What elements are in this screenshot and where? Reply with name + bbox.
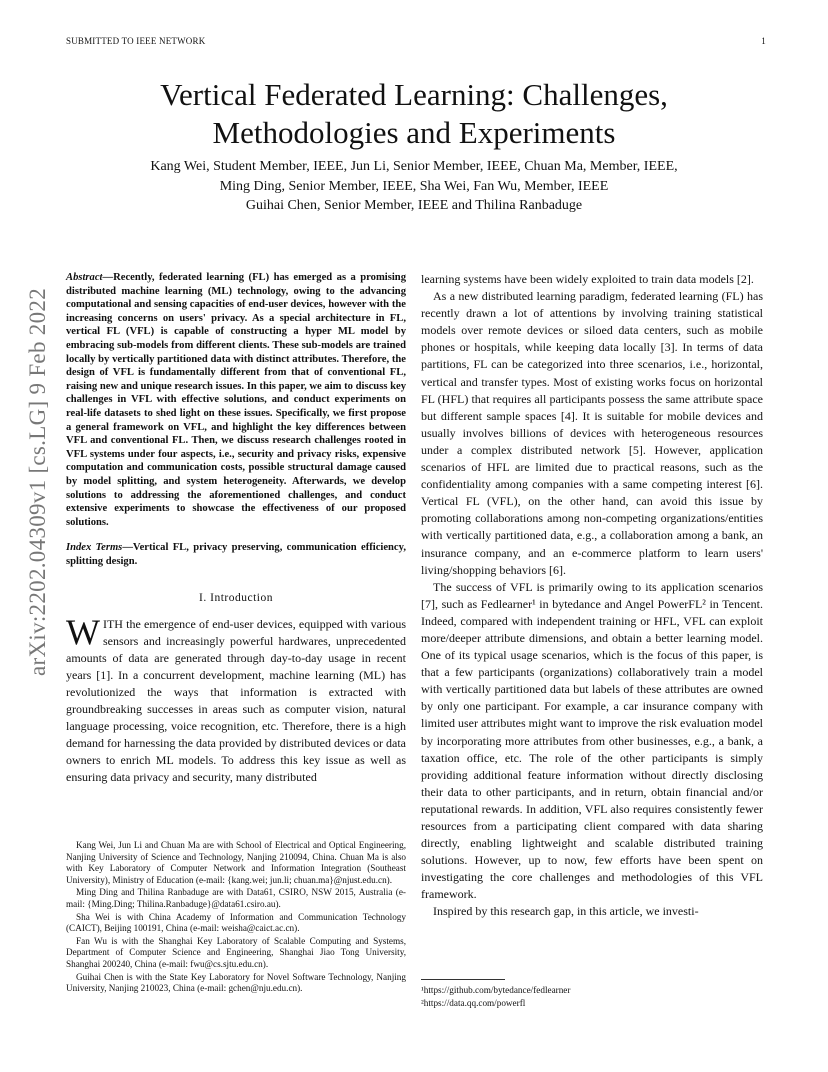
- page-number: 1: [761, 36, 766, 46]
- running-header: SUBMITTED TO IEEE NETWORK: [66, 36, 206, 46]
- intro-paragraph: [66, 611, 406, 787]
- index-terms-lead: Index Terms: [66, 542, 123, 554]
- section-heading-introduction: I. Introduction: [199, 592, 273, 605]
- footnote-divider: [421, 979, 505, 980]
- arxiv-stamp: arXiv:2202.04309v1 [cs.LG] 9 Feb 2022: [25, 288, 50, 676]
- footnote-item: Guihai Chen is with the State Key Laboratory for Novel Software Technology, Nanjing University, Nanjing 210023, China (e-mail: gchen@nju.edu.cn).: [66, 971, 406, 994]
- author-line-2: Ming Ding, Senior Member, IEEE, Sha Wei, Fan Wu, Member, IEEE: [219, 178, 609, 194]
- left-column: [66, 271, 406, 787]
- footnote-item: Fan Wu is with the Shanghai Key Laboratory of Scalable Computing and Systems, Department of Computer Science and Engineering, Shanghai Jiao Tong University, Shanghai 200240, China (e-mail: fwu@cs.sjtu.edu.cn).: [66, 935, 406, 969]
- footnote-item: Sha Wei is with China Academy of Information and Communication Technology (CAICT), Beijing 100191, China (e-mail: weisha@caict.ac.cn).: [66, 911, 406, 934]
- footnote-item: Ming Ding and Thilina Ranbaduge are with Data61, CSIRO, NSW 2015, Australia (e-mail: {Ming.Ding; Thilina.Ranbaduge}@data61.csiro.au).: [66, 887, 406, 909]
- right-paragraph-3: Inspired by this research gap, in this article, we investi-: [433, 904, 699, 919]
- right-column: [421, 271, 763, 921]
- drop-cap: W: [66, 611, 100, 652]
- title-line-2: Methodologies and Experiments: [212, 115, 616, 150]
- url-footnote-fedlearner[interactable]: ¹https://github.com/bytedance/fedlearner: [421, 985, 571, 995]
- affiliation-footnotes: [66, 840, 406, 996]
- author-list: [60, 157, 768, 216]
- abstract-text: —Recently, federated learning (FL) has emerged as a promising distributed machine learning (ML) technology, owing to the advancing computational and sensing capacities of end-user devices, however with the increasing concerns on users' privacy. As a special architecture in FL, vertical FL (VFL) is capable of constructing a hyper ML model by embracing sub-models from different clients. These sub-models are trained locally by vertically partitioned data with distinct attributes. Therefore, the design of VFL is fundamentally different from that of conventional FL, raising new and unique research issues. In this paper, we aim to discuss key challenges in VFL with effective solutions, and conduct experiments on real-life datasets to shed light on these issues. Specifically, we first propose a general framework on VFL, and highlight the key differences between VFL and conventional FL. Then, we discuss research challenges rooted in VFL systems under four aspects, i.e., security and privacy risks, expensive computation and communication costs, possible structural damage caused by model splitting, and system heterogeneity. Afterwards, we develop solutions to addressing the aforementioned challenges, and conduct extensive experiments to showcase the effectiveness of our proposed solutions.: [66, 272, 406, 528]
- url-footnotes: [421, 984, 570, 1010]
- index-terms: [66, 541, 406, 568]
- paper-title: [60, 76, 768, 152]
- title-line-1: Vertical Federated Learning: Challenges,: [160, 77, 668, 112]
- intro-paragraph-text: ITH the emergence of end-user devices, equipped with various sensors and increasingly powerful hardwares, unprecedented amounts of data are generated through day-to-day usage in recent years [1]. In a concurrent development, machine learning (ML) has revolutionized the ways that information is extracted with groundbreaking successes in areas such as computer vision, natural language processing, voice recognition, etc. Therefore, there is a high demand for harnessing the data provided by distributed devices or data owners to enrich ML models. To address this key issue as well as ensuring data privacy and security, many distributed: [66, 616, 406, 785]
- abstract-lead: Abstract: [66, 272, 103, 283]
- author-line-3: Guihai Chen, Senior Member, IEEE and Thilina Ranbaduge: [245, 198, 583, 213]
- right-paragraph-1: As a new distributed learning paradigm, federated learning (FL) has recently drawn a lot of attentions by involving training statistical models over remote devices or siloed data centers, such as mobile phones or hospitals, while keeping data locally [3]. In terms of data partitions, FL can be categorized into three scenarios, i.e., horizontal, vertical and transfer types. Most of existing works focus on horizontal FL (HFL) that requires all participants possess the same attribute space but different sample spaces [4]. It is suitable for mobile devices and usually involves billions of devices with heterogeneous resources under a complex distributed network [5]. However, application scenarios of HFL are limited due to practical reasons, such as the confidentiality among companies with a same competing interest [6]. Vertical FL (VFL), on the other hand, can avoid this issue by promoting collaborations among non-competing organizations/entities with vertically partitioned data, e.g., a collaboration among a bank, an insurance company, and an e-commerce platform to learn users' living/shopping behaviors [6].: [421, 289, 763, 577]
- author-line-1: Kang Wei, Student Member, IEEE, Jun Li, Senior Member, IEEE, Chuan Ma, Member, IEEE,: [150, 159, 678, 174]
- index-terms-text: —Vertical FL, privacy preserving, communication efficiency, splitting design.: [66, 542, 406, 567]
- right-paragraph-0: learning systems have been widely exploited to train data models [2].: [421, 272, 754, 286]
- footnote-item: Kang Wei, Jun Li and Chuan Ma are with School of Electrical and Optical Engineering, Nanjing University of Science and Technology, Nanjing 210094, China. Chuan Ma is also with Key Laboratory of Computer Network and Information Integration (Southeast University), Ministry of Education (e-mail: {kang.wei; jun.li; chuan.ma}@njust.edu.cn).: [66, 840, 406, 885]
- abstract: [66, 271, 406, 529]
- right-paragraph-2: The success of VFL is primarily owing to its application scenarios [7], such as Fedlearner¹ in bytedance and Angel PowerFL² in Tencent. Indeed, compared with independent training or HFL, VFL can exploit more/deeper attribute dimensions, and obtain a better learning model. One of its typical usage scenarios, which is the focus of this paper, is that a few participants (organizations) collaboratively train a model with vertically partitioned data but labels of these attributes are owned by only one participant. For example, a car insurance company with limited user attributes might want to improve the risk evaluation model by incorporating more attributes from other businesses, e.g., a bank, a taxation office, etc. The role of the other participants is simply providing additional feature information without directly disclosing their data to other participants, and in return, obtain financial and/or reputational rewards. In addition, VFL also requires consistently fewer resources from a participating client compared with data sharing directly, enabling lightweight and scalable distributed training solutions. However, up to now, few efforts have been spent on investigating the core challenges and methodologies of this VFL framework.: [421, 579, 763, 902]
- url-footnote-powerfl[interactable]: ²https://data.qq.com/powerfl: [421, 998, 526, 1008]
